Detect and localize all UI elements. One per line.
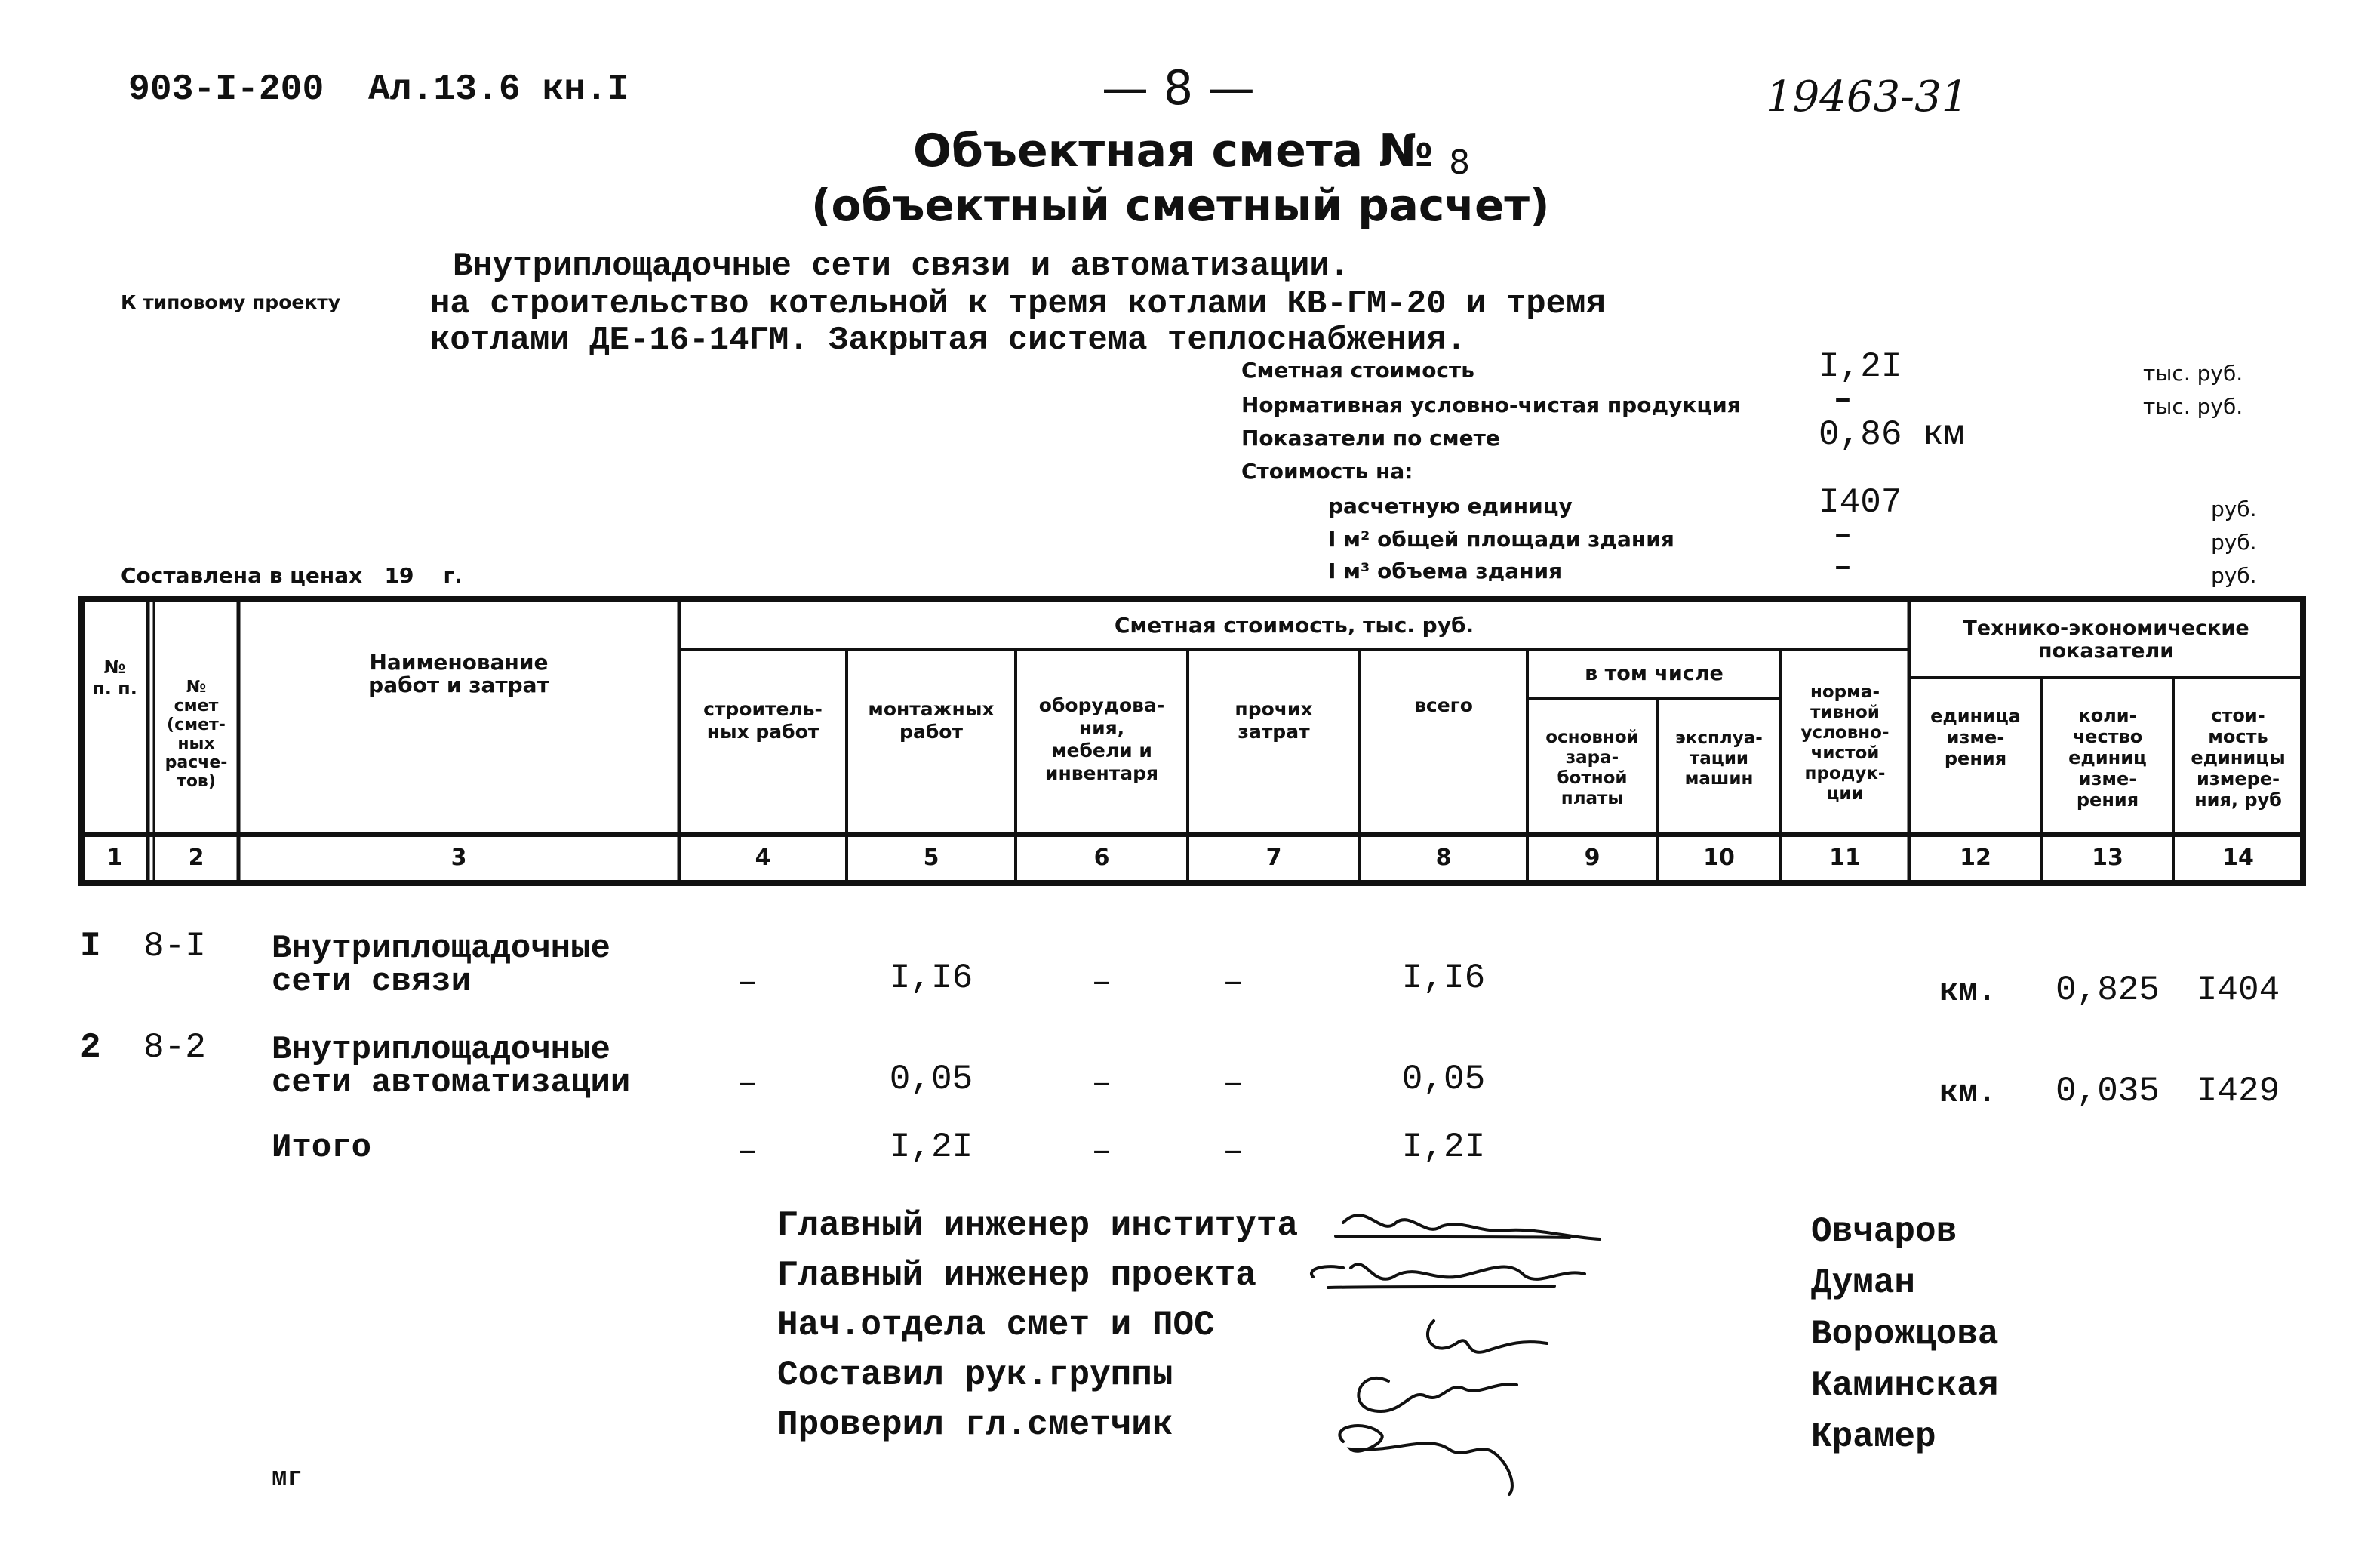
cell-qty: 0,825 (2055, 971, 2160, 1010)
column-header: эксплуа- тации машин (1675, 728, 1763, 789)
row-index: 2 (80, 1028, 101, 1067)
total-total: I,2I (1401, 1128, 1486, 1167)
column-header: № смет (смет- ных расче- тов) (165, 678, 228, 791)
column-header: строитель- ных работ (703, 698, 823, 743)
row-name: сети автоматизации (272, 1064, 631, 1102)
column-header: норма- тивной условно- чистой продук- ции (1800, 682, 1890, 804)
total-label: Итого (272, 1129, 372, 1167)
summary-unit: руб. (2211, 497, 2257, 522)
subject-line-2: на строительство котельной к тремя котлами КВ-ГМ-20 и тремя (430, 285, 1606, 323)
column-header: монтажных работ (868, 698, 995, 743)
summary-value: I407 (1819, 483, 1902, 522)
summary-value: – (1834, 519, 1853, 553)
cell-other: – (1222, 1064, 1244, 1103)
total-mount: I,2I (889, 1128, 973, 1167)
column-header: Наименование работ и затрат (368, 650, 549, 697)
row-code: 8-I (143, 927, 206, 966)
cell-total: I,I6 (1401, 958, 1486, 998)
cell-build: – (736, 963, 758, 1002)
cell-mount: 0,05 (889, 1060, 973, 1099)
summary-unit: руб. (2211, 563, 2257, 588)
signatory-name: Каминская (1811, 1366, 1999, 1405)
column-number: 3 (450, 845, 467, 871)
summary-unit: тыс. руб. (2143, 394, 2243, 419)
row-index: I (80, 927, 101, 966)
summary-label: I м³ объема здания (1328, 558, 1563, 583)
cell-unit: км. (1939, 1075, 1997, 1111)
column-number: 14 (2222, 845, 2254, 871)
group-header-incl: в том числе (1585, 662, 1724, 685)
cell-total: 0,05 (1401, 1060, 1486, 1099)
column-number: 10 (1703, 845, 1735, 871)
summary-label: I м² общей площади здания (1328, 527, 1674, 552)
total-build: – (736, 1132, 758, 1171)
signatory-role: Нач.отдела смет и ПОС (777, 1306, 1215, 1345)
summary-value: I,2I (1819, 347, 1902, 386)
column-header: прочих затрат (1235, 698, 1313, 743)
summary-label: Стоимость на: (1241, 459, 1413, 484)
summary-value: 0,86 км (1819, 415, 1965, 454)
estimate-title: Объектная смета № 8 (913, 125, 1471, 182)
summary-label: Сметная стоимость (1241, 358, 1474, 383)
row-code: 8-2 (143, 1028, 206, 1067)
summary-unit: тыс. руб. (2143, 361, 2243, 386)
column-number: 13 (2092, 845, 2123, 871)
column-number: 12 (1960, 845, 1991, 871)
summary-value: – (1834, 551, 1853, 585)
row-name: Внутриплощадочные (272, 1031, 610, 1069)
cell-mount: I,I6 (889, 958, 973, 998)
archive-number: 19463-31 (1766, 72, 1969, 122)
summary-unit: руб. (2211, 530, 2257, 555)
column-number: 11 (1829, 845, 1861, 871)
cell-other: – (1222, 963, 1244, 1002)
column-header: № п. п. (92, 657, 137, 699)
summary-label: Нормативная условно-чистая продукция (1241, 392, 1741, 417)
group-header-tech: Технико-экономические показатели (1963, 617, 2249, 663)
column-header: основной зара- ботной платы (1545, 728, 1639, 808)
column-number: 1 (106, 845, 123, 871)
column-number: 9 (1584, 845, 1601, 871)
signatory-role: Главный инженер проекта (777, 1256, 1256, 1295)
estimate-subtitle: (объектный сметный расчет) (811, 180, 1550, 231)
column-header: единица изме- рения (1930, 706, 2021, 769)
cell-equip: – (1091, 963, 1112, 1002)
column-number: 2 (188, 845, 204, 871)
column-number: 8 (1435, 845, 1452, 871)
signatory-role: Составил рук.группы (777, 1355, 1173, 1395)
cell-build: – (736, 1064, 758, 1103)
cell-unit-cost: I404 (2196, 971, 2280, 1010)
summary-label: расчетную единицу (1328, 494, 1573, 518)
signatory-role: Проверил гл.сметчик (777, 1405, 1173, 1445)
row-name: сети связи (272, 963, 472, 1001)
summary-value: – (1834, 383, 1853, 417)
column-header: всего (1414, 694, 1473, 716)
signatory-name: Крамер (1811, 1417, 1936, 1457)
column-header: стои- мость единицы измере- ния, руб (2191, 705, 2286, 811)
page-mark: — 8 — (1102, 60, 1255, 115)
signatory-name: Думан (1811, 1263, 1916, 1303)
total-other: – (1222, 1132, 1244, 1171)
total-equip: – (1091, 1132, 1112, 1171)
signatory-name: Ворожцова (1811, 1315, 1999, 1354)
handwritten-signatures (1283, 1192, 1675, 1509)
footer-mark: мг (272, 1464, 303, 1493)
cell-qty: 0,035 (2055, 1072, 2160, 1111)
column-number: 5 (923, 845, 939, 871)
cell-equip: – (1091, 1064, 1112, 1103)
cell-unit: км. (1939, 974, 1997, 1010)
cell-unit-cost: I429 (2196, 1072, 2280, 1111)
column-header: коли- чество единиц изме- рения (2068, 705, 2147, 811)
row-name: Внутриплощадочные (272, 930, 610, 968)
column-number: 6 (1093, 845, 1110, 871)
subject-line-1: Внутриплощадочные сети связи и автоматизации. (453, 248, 1350, 285)
signatory-name: Овчаров (1811, 1212, 1957, 1251)
subject-line-3: котлами ДЕ-16-14ГМ. Закрытая система теплоснабжения. (430, 322, 1467, 359)
album-reference: Ал.13.6 кн.I (368, 69, 629, 110)
estimate-number: 8 (1449, 143, 1471, 182)
column-number: 7 (1265, 845, 1282, 871)
prices-label: Составлена в ценах 19 г. (121, 563, 463, 588)
group-header-cost: Сметная стоимость, тыс. руб. (1114, 613, 1474, 638)
document-code: 903-I-200 (128, 69, 324, 110)
signatory-role: Главный инженер института (777, 1206, 1299, 1245)
project-label: К типовому проекту (121, 291, 341, 313)
summary-label: Показатели по смете (1241, 426, 1500, 451)
column-number: 4 (755, 845, 771, 871)
column-header: оборудова- ния, мебели и инвентаря (1038, 694, 1165, 784)
